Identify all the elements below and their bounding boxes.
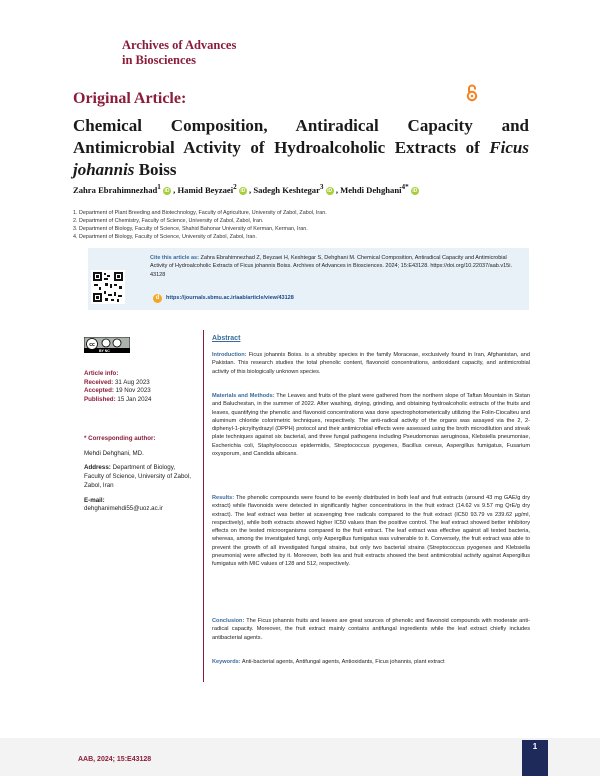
conclusion-label: Conclusion: (212, 618, 245, 624)
corresponding-author (84, 435, 196, 514)
intro-label: Introduction: (212, 352, 247, 358)
cc-license-icon[interactable] (84, 337, 130, 353)
affiliation: 4. Department of Biology, Faculty of Science, University of Zabol, Zabol, Iran. (73, 234, 257, 240)
article-info (84, 370, 151, 405)
journal-name (122, 38, 236, 68)
corresponding-heading: * Corresponding author: (84, 435, 156, 442)
author-name: Hamid Beyzaei (177, 184, 234, 195)
address-label: Address: (84, 464, 111, 472)
methods-label: Materials and Methods: (212, 393, 275, 399)
journal-name-line2: in Biosciences (122, 53, 196, 67)
intro-text: Ficus johannis Boiss. is a shrubby species in the family Moraceae, exclusively found in Iran, Afghanistan, and Pakistan. This research studies the total phenolic content, flavonoid concentrations, antioxidant capacity, and antimicrobial activity of this biologically unknown species. (212, 352, 530, 375)
corresponding-name: Mehdi Dehghani, MD. (84, 449, 144, 457)
abstract-methods (212, 392, 530, 458)
conclusion-text: The Ficus johannis fruits and leaves are great sources of phenolic and flavonoid compounds with moderate anti-radical capacity. Moreover, the fruit extract mainly contains antifungal ingredients while the leaf extract chiefly includes antibacterial agents. (212, 618, 531, 641)
abstract-results (212, 494, 530, 569)
article-type: Original Article: (73, 90, 187, 107)
article-url[interactable]: https://journals.sbmu.ac.ir/aab/article/view/43128 (166, 295, 294, 301)
author-affil: 1 (157, 183, 161, 191)
email-label: E-mail: (84, 496, 105, 504)
author-affil: 2 (233, 183, 237, 191)
cite-text: Zahra Ebrahimnezhad Z, Beyzaei H, Keshtegar S, Dehghani M. Chemical Composition, Antiradical Capacity and Antimicrobial Activity of Hydroalcoholic Extracts of Ficus johannis Boiss. Archives of Advances in Biosciences. 2024; 15:E43128. https://doi.org/10.22037/aab.v15i. 43128 (150, 255, 512, 278)
orcid-icon[interactable]: iD (327, 187, 333, 194)
results-text: The phenolic compounds were found to be evenly distributed in both leaf and fruit extracts (around 43 mg GAE/g dry extract) while flavonoids were detected in significantly higher concentrations in the fruit extract (14.62 vs 9.57 mg QrE/g dry extract). The leaf extract was better at scavenging free radicals compared to the fruit extract (IC50 93.79 vs 239.62 µg/ml, respectively), while both extracts showed higher IC50 values than the positive control. The leaf extract showed better inhibitory effects on the tested microorganisms compared to the fruit extract. The leaf extract was effective against all tested bacteria, whereas, among the investigated fungi, only Aspergillus fumigatus was vulnerable to it. Conversely, the fruit extract was able to prevent the growth of all investigated fungal strains, but only two bacterial strains (Streptococcus pyogenes and Klebsiella pneumonia) were affected by it. Moreover, both lea and fruit extracts showed the best antimicrobial activity against Aspergillus fumigatus with MIC values of 128 and 512, respectively. (212, 495, 530, 568)
results-label: Results: (212, 495, 235, 501)
article-info-heading: Article info: (84, 370, 119, 377)
affiliations (73, 209, 327, 241)
abstract-keywords (212, 658, 530, 666)
svg-text:cc: cc (89, 342, 95, 348)
title-species: Ficus johannis (73, 138, 529, 179)
affiliation: 3. Department of Biology, Faculty of Science, Shahid Bahonar University of Kerman, Kerman, Iran. (73, 226, 308, 232)
keywords-label: Keywords: (212, 659, 241, 665)
page-number-text: 1 (532, 742, 538, 751)
received-label: Received: (84, 378, 114, 386)
open-access-icon (466, 84, 478, 107)
keywords-text: Anti-bacterial agents, Antifungal agents, Antioxidants, Ficus johannis, plant extract (241, 659, 445, 665)
author-name: Sadegh Keshtegar (253, 184, 320, 195)
page-number (522, 740, 548, 776)
title-end: Boiss (134, 160, 177, 179)
author-affil: 3 (319, 183, 324, 191)
address: Department of Biology, Faculty of Science, University of Zabol, Zabol, Iran (84, 464, 191, 489)
accepted-date: 19 Nov 2023 (115, 387, 151, 395)
author-name: Mehdi Dehghani (340, 184, 402, 195)
cite-label: Cite this article as: (150, 255, 199, 261)
accepted-label: Accepted: (84, 387, 114, 395)
authors: Zahra Ebrahimnezhad$^1$ iD , Hamid Beyzaei$^2$ iD , Sadegh Keshtegar$^3$ iD , Mehdi Dehghani$^{4*}$ iD (73, 183, 418, 195)
svg-text:BY NC: BY NC (99, 349, 110, 353)
abstract-conclusion (212, 617, 530, 642)
paper-title (73, 115, 529, 181)
orcid-icon[interactable]: iD (164, 187, 170, 194)
orcid-icon[interactable]: iD (240, 187, 246, 194)
methods-text: The Leaves and fruits of the plant were gathered from the northern slope of Taftan Mountain in Sistan and Baluchestan, in the summer of 2022. After washing, drying, grinding, and obtaining hydroalcoholic extracts of the fruits and leaves, quantifying the phenolic and flavonoid concentrations was done spectrophotometerically utilizing the Folin-Ciocalteu and aluminum chloride colorimetric techniques, respectively. The anti-radical activity of the organs was assayed via the 2, 2-diphenyl-1-picrylhydrazyl (DPPH) protocol and their antimicrobial effects were assessed using the broth microdilution and streak plate techniques against six bacterial, and three fungal pathogens including Pseudomonas aeruginosa, Klebsiella pneumoniae, Escherichia coli, Staphylococcus epidermidis, Streptococcus pyogenes, Bacillus cereus, Aspergillus fumigatus, Fusarium oxysporum, and Candida albicans. (212, 393, 530, 458)
email[interactable]: dehghanimehdi55@uoz.ac.ir (84, 505, 163, 513)
published-label: Published: (84, 396, 116, 404)
journal-name-line1: Archives of Advances (122, 38, 237, 52)
affiliation: 2. Department of Chemistry, Faculty of Science, University of Zabol, Zabol, Iran. (73, 218, 264, 224)
abstract-introduction (212, 351, 530, 376)
published-date: 15 Jan 2024 (117, 396, 152, 404)
affiliation: 1. Department of Plant Breeding and Biotechnology, Faculty of Agriculture, University of Zabol, Zabol, Iran. (73, 210, 327, 216)
column-divider (203, 330, 204, 682)
orcid-icon[interactable]: iD (412, 187, 418, 194)
link-icon: d (153, 294, 162, 303)
abstract-heading: Abstract (212, 335, 241, 342)
title-main: Chemical Composition, Antiradical Capacity and Antimicrobial Activity of Hydroalcoholic Extracts of (73, 116, 529, 157)
author-affil: 4* (401, 183, 409, 191)
footer-citation: AAB, 2024; 15:E43128 (78, 756, 152, 763)
citation (150, 254, 520, 279)
qr-code (91, 270, 125, 304)
received-date: 31 Aug 2023 (114, 378, 150, 386)
author-name: Zahra Ebrahimnezhad (73, 184, 158, 195)
